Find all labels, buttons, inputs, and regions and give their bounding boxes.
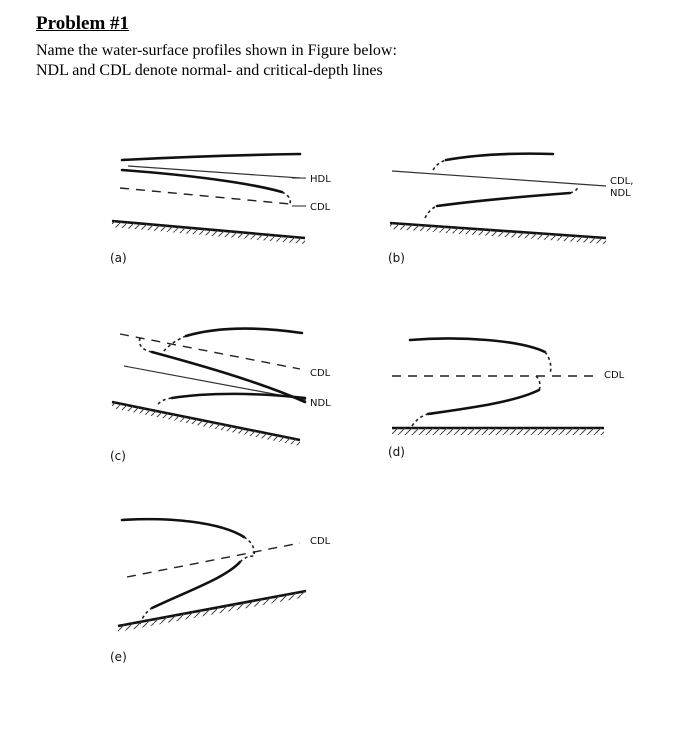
label-e-cdl: CDL (310, 536, 331, 547)
problem-statement-line2: NDL and CDL denote normal- and critical-depth lines (36, 62, 383, 79)
label-d-cdl: CDL (604, 370, 625, 381)
profile-b-upper (446, 154, 553, 160)
panel-e (110, 519, 331, 664)
caption-c: (c) (110, 449, 126, 463)
problem-statement-line1: Name the water-surface profiles shown in Figure below: (36, 42, 397, 59)
hydraulic-jump-b-lower (425, 206, 437, 218)
caption-e: (e) (110, 650, 127, 664)
hydraulic-jump-d-upper (545, 352, 551, 374)
label-b-ndl: NDL (610, 188, 631, 199)
label-c-ndl: NDL (310, 398, 331, 409)
profile-c-upper (186, 328, 302, 336)
panel-a (110, 154, 331, 265)
label-a-cdl: CDL (310, 202, 331, 213)
normal-critical-depth-line-b (392, 171, 606, 186)
panel-c (110, 328, 331, 463)
hydraulic-jump-d-lower (412, 414, 428, 426)
profile-d-lower (428, 390, 539, 414)
caption-a: (a) (110, 251, 127, 265)
panel-b (388, 154, 633, 265)
profile-b-lower (437, 193, 570, 206)
critical-depth-line-a (120, 188, 290, 204)
profile-d-upper (410, 339, 545, 353)
critical-depth-line-e (127, 543, 300, 577)
hydraulic-jump-c-upper (140, 338, 153, 352)
profile-a-upper (122, 154, 300, 160)
caption-d: (d) (388, 445, 405, 459)
profile-a-lower (122, 170, 282, 192)
label-a-hdl: HDL (310, 174, 331, 185)
label-b-cdl: CDL, (610, 176, 634, 187)
critical-depth-line-c (120, 334, 300, 369)
profile-e-upper (122, 519, 244, 537)
label-c-cdl: CDL (310, 368, 331, 379)
problem-title: Problem #1 (36, 13, 130, 34)
hydraulic-jump-d-mid (536, 376, 540, 390)
caption-b: (b) (388, 251, 405, 265)
panel-d (388, 339, 625, 460)
hydraulic-jump-b-upper (433, 160, 446, 170)
